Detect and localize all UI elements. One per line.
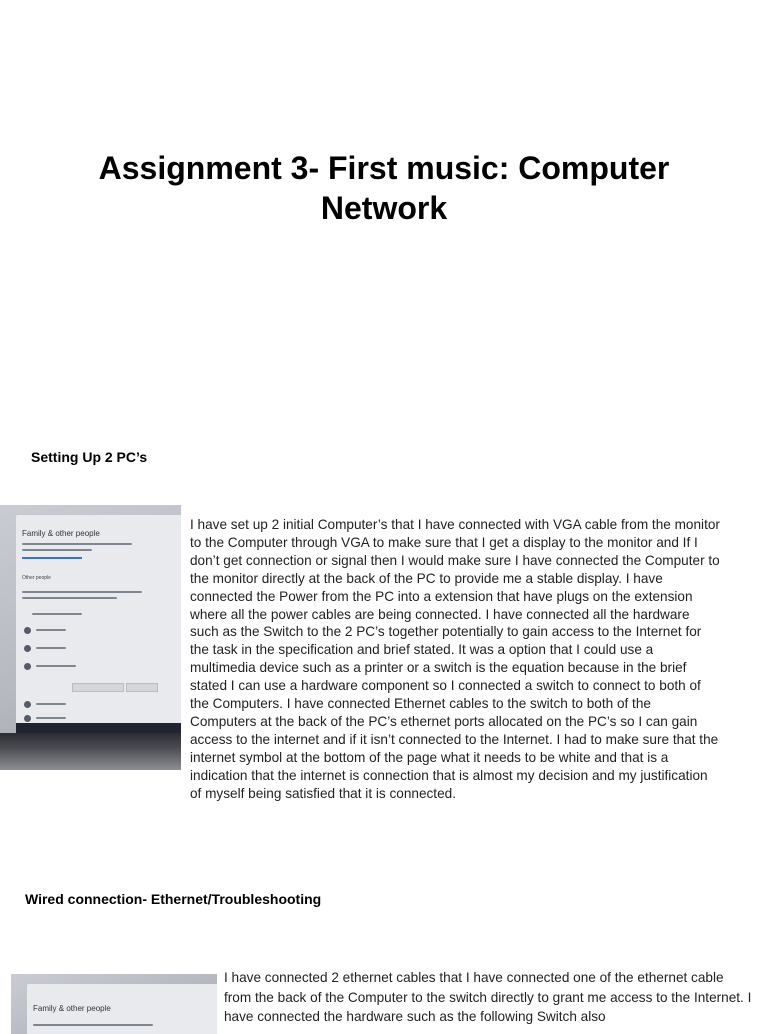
- settings-screen: [16, 515, 181, 733]
- monitor-bezel: [0, 733, 181, 770]
- page-title: Assignment 3- First music: Computer Network: [98, 150, 670, 226]
- user-avatar: [24, 663, 31, 670]
- section-paragraph-wired: I have connected 2 ethernet cables that I have connected one of the ethernet cable from the back of the Computer to the switch directly to grant me access to the Internet. I have connected the hardware such as the following Switch also: [224, 970, 752, 1024]
- screen-text-line: [36, 703, 66, 705]
- user-avatar: [24, 701, 31, 708]
- user-avatar: [24, 645, 31, 652]
- monitor-photo: [0, 505, 181, 770]
- screen-text-line: [36, 647, 66, 649]
- screen-text-line: [22, 597, 117, 599]
- screen-text-line: [36, 717, 66, 719]
- screen-title: Family & other people: [33, 1004, 111, 1013]
- screen-button: [72, 683, 124, 692]
- user-avatar: [24, 715, 31, 722]
- section-paragraph-setup: I have set up 2 initial Computer’s that I have connected with VGA cable from the monitor to the Computer through VGA to make sure that I get a display to the monitor and If I don’t get connection or signal then I would make sure I have connected the Computer to the monitor directly at the back of the PC to provide me a stable display. I have connected the Power from the PC into a extension that have plugs on the extension where all the power cables are being connected. I have connected all the hardware such as the Switch to the 2 PC’s together potentially to gain access to the Internet for the task in the specification and brief stated. It was a option that I could use a multimedia device such as a printer or a switch is the equation because in the brief stated I can use a hardware component so I connected a switch to connect to both of the Computers. I have connected Ethernet cables to the switch to both of the Computers at the back of the PC’s ethernet ports allocated on the PC’s so I can gain access to the internet and if it isn’t connected to the Internet. I had to make sure that the internet symbol at the bottom of the page what it needs to be white and that is a indication that the internet is connection that is almost my decision and my justification of myself being satisfied that it is connected.: [190, 517, 720, 801]
- monitor-photo: [11, 974, 217, 1034]
- screen-text-line: [22, 543, 132, 545]
- screen-subheading: Other people: [22, 575, 51, 581]
- screen-button: [126, 683, 158, 692]
- screen-title: Family & other people: [22, 529, 100, 538]
- screen-text-line: [22, 549, 92, 551]
- screen-link: [22, 557, 82, 559]
- screen-text-line: [36, 665, 76, 667]
- screen-text-line: [36, 629, 66, 631]
- screen-text-line: [32, 613, 82, 615]
- screen-text-line: [33, 1024, 153, 1026]
- taskbar: [16, 723, 181, 733]
- section-heading-setup: Setting Up 2 PC’s: [31, 449, 148, 465]
- settings-screen: [27, 984, 217, 1034]
- user-avatar: [24, 627, 31, 634]
- screen-text-line: [22, 591, 142, 593]
- section-heading-wired: Wired connection- Ethernet/Troubleshooting: [25, 891, 322, 907]
